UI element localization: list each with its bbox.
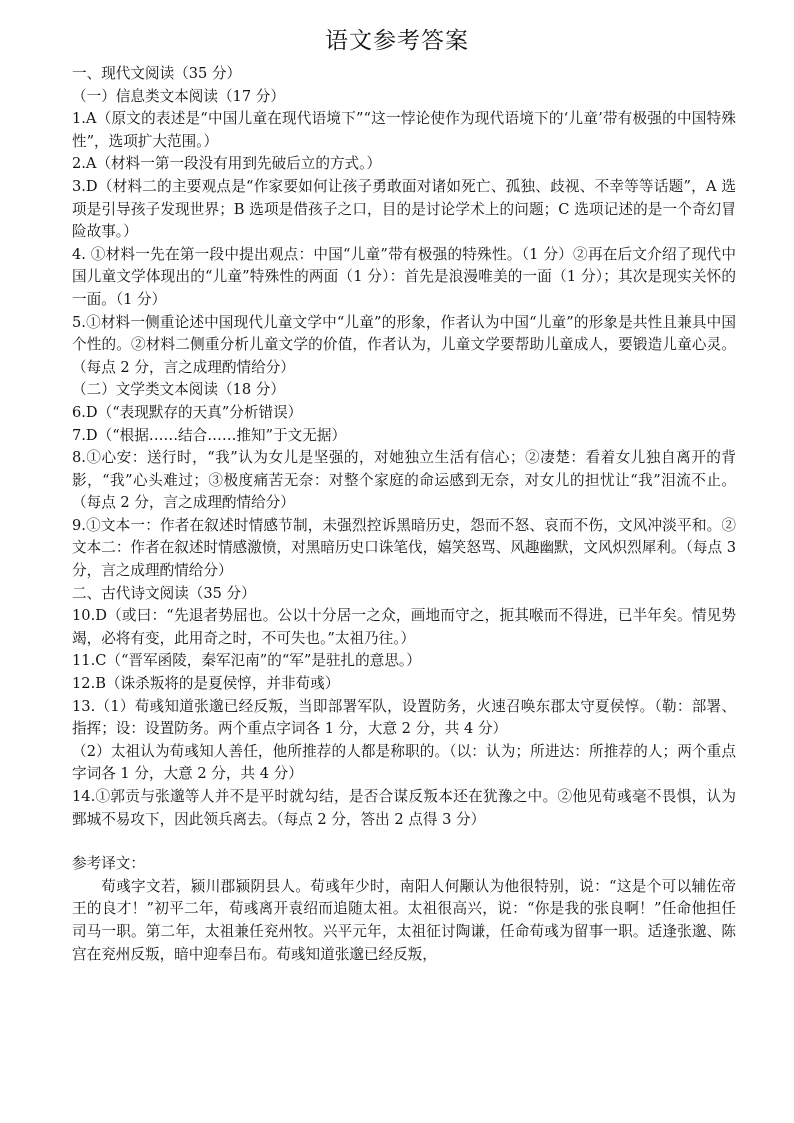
answer-item-7: 7.D（“根据……结合……推知”于文无据）	[72, 426, 347, 444]
spacer	[72, 831, 736, 853]
subsection-heading-literary-text: （二）文学类文本阅读（18 分）	[72, 381, 285, 399]
answer-item-2: 2.A（材料一第一段没有用到先破后立的方式。）	[72, 155, 382, 173]
page-title: 语文参考答案	[325, 28, 469, 54]
section-heading-modern-reading: 一、现代文阅读（35 分）	[72, 65, 242, 82]
answer-item-4: 4. ①材料一先在第一段中提出观点：中国“儿童”带有极强的特殊性。（1 分）②再在后文介绍了现代中国儿童文学体现出的“儿童”特殊性的两面（1 分）：首先是浪漫唯美的一面（1 分）；其次是现实关怀的一面。（1 分）	[72, 245, 736, 308]
answer-item-11: 11.C（“晋军函陵，秦军氾南”的“军”是驻扎的意思。）	[72, 652, 421, 670]
answer-item-5: 5.①材料一侧重论述中国现代儿童文学中“儿童”的形象，作者认为中国“儿童”的形象是共性且兼具中国个性的。②材料二侧重分析儿童文学的价值，作者认为，儿童文学要帮助儿童成人，要锻造儿童心灵。（每点 2 分，言之成理酌情给分）	[72, 313, 736, 376]
answer-item-6: 6.D（“表现默存的天真”分析错误）	[72, 403, 303, 421]
section-heading-classical-reading: 二、古代诗文阅读（35 分）	[72, 584, 256, 602]
answer-item-10: 10.D（或曰：“先退者势屈也。公以十分居一之众，画地而守之，扼其喉而不得进，已半年矣。情见势竭，必将有变，此用奇之时，不可失也。”太祖乃往。）	[72, 607, 736, 647]
answer-item-12: 12.B（诛杀叛将的是夏侯惇，并非荀彧）	[72, 675, 340, 693]
answer-item-13-part-2: （2）太祖认为荀彧知人善任，他所推荐的人都是称职的。（以：认为；所进达：所推荐的人；两个重点字词各 1 分，大意 2 分，共 4 分）	[72, 742, 736, 783]
answer-item-1: 1.A（原文的表述是“中国儿童在现代语境下”“这一悖论使作为现代语境下的‘儿童’带有极强的中国特殊性”，选项扩大范围。）	[72, 110, 736, 150]
translation-text: 荀彧字文若，颍川郡颍阴县人。荀彧年少时，南阳人何颙认为他很特别，说：“这是个可以辅佐帝王的良才！”初平二年，荀彧离开袁绍而追随太祖。太祖很高兴，说：“你是我的张良啊！”任命他担任司马一职。第二年，太祖兼任兖州牧。兴平元年，太祖征讨陶谦，任命荀彧为留事一职。适逢张邈、陈宫在兖州反叛，暗中迎奉吕布。荀彧知道张邈已经反叛，	[72, 877, 736, 963]
answer-item-3: 3.D（材料二的主要观点是“作家要如何让孩子勇敢面对诸如死亡、孤独、歧视、不幸等等话题”，A 选项是引导孩子发现世界；B 选项是借孩子之口，目的是讨论学术上的问题；C 选项记述的是一个奇幻冒险故事。）	[72, 177, 736, 241]
answer-item-13-part-1: 13.（1）荀彧知道张邈已经反叛，当即部署军队，设置防务，火速召唤东郡太守夏侯惇。（勒：部署、指挥；设：设置防务。两个重点字词各 1 分，大意 2 分，共 4 分）	[72, 697, 736, 738]
answer-content	[72, 63, 736, 966]
translation-heading: 参考译文：	[72, 855, 145, 873]
answer-item-8: 8.①心安：送行时，“我”认为女儿是坚强的，对她独立生活有信心；②凄楚：看着女儿独自离开的背影，“我”心头难过；③极度痛苦无奈：对整个家庭的命运感到无奈，对女儿的担忧让“我”泪流不止。（每点 2 分，言之成理酌情给分）	[72, 449, 736, 512]
answer-item-9: 9.①文本一：作者在叙述时情感节制，未强烈控诉黑暗历史，怨而不怒、哀而不伤，文风冲淡平和。②文本二：作者在叙述时情感激愤，对黑暗历史口诛笔伐，嬉笑怒骂、风趣幽默，文风炽烈犀利。（每点 3 分，言之成理酌情给分）	[72, 516, 736, 580]
answer-item-14: 14.①郭贡与张邈等人并不是平时就勾结，是否合谋反叛本还在犹豫之中。②他见荀彧毫不畏惧，认为鄄城不易攻下，因此领兵离去。（每点 2 分，答出 2 点得 3 分）	[72, 788, 736, 828]
subsection-heading-informational-text: （一）信息类文本阅读（17 分）	[72, 87, 285, 105]
